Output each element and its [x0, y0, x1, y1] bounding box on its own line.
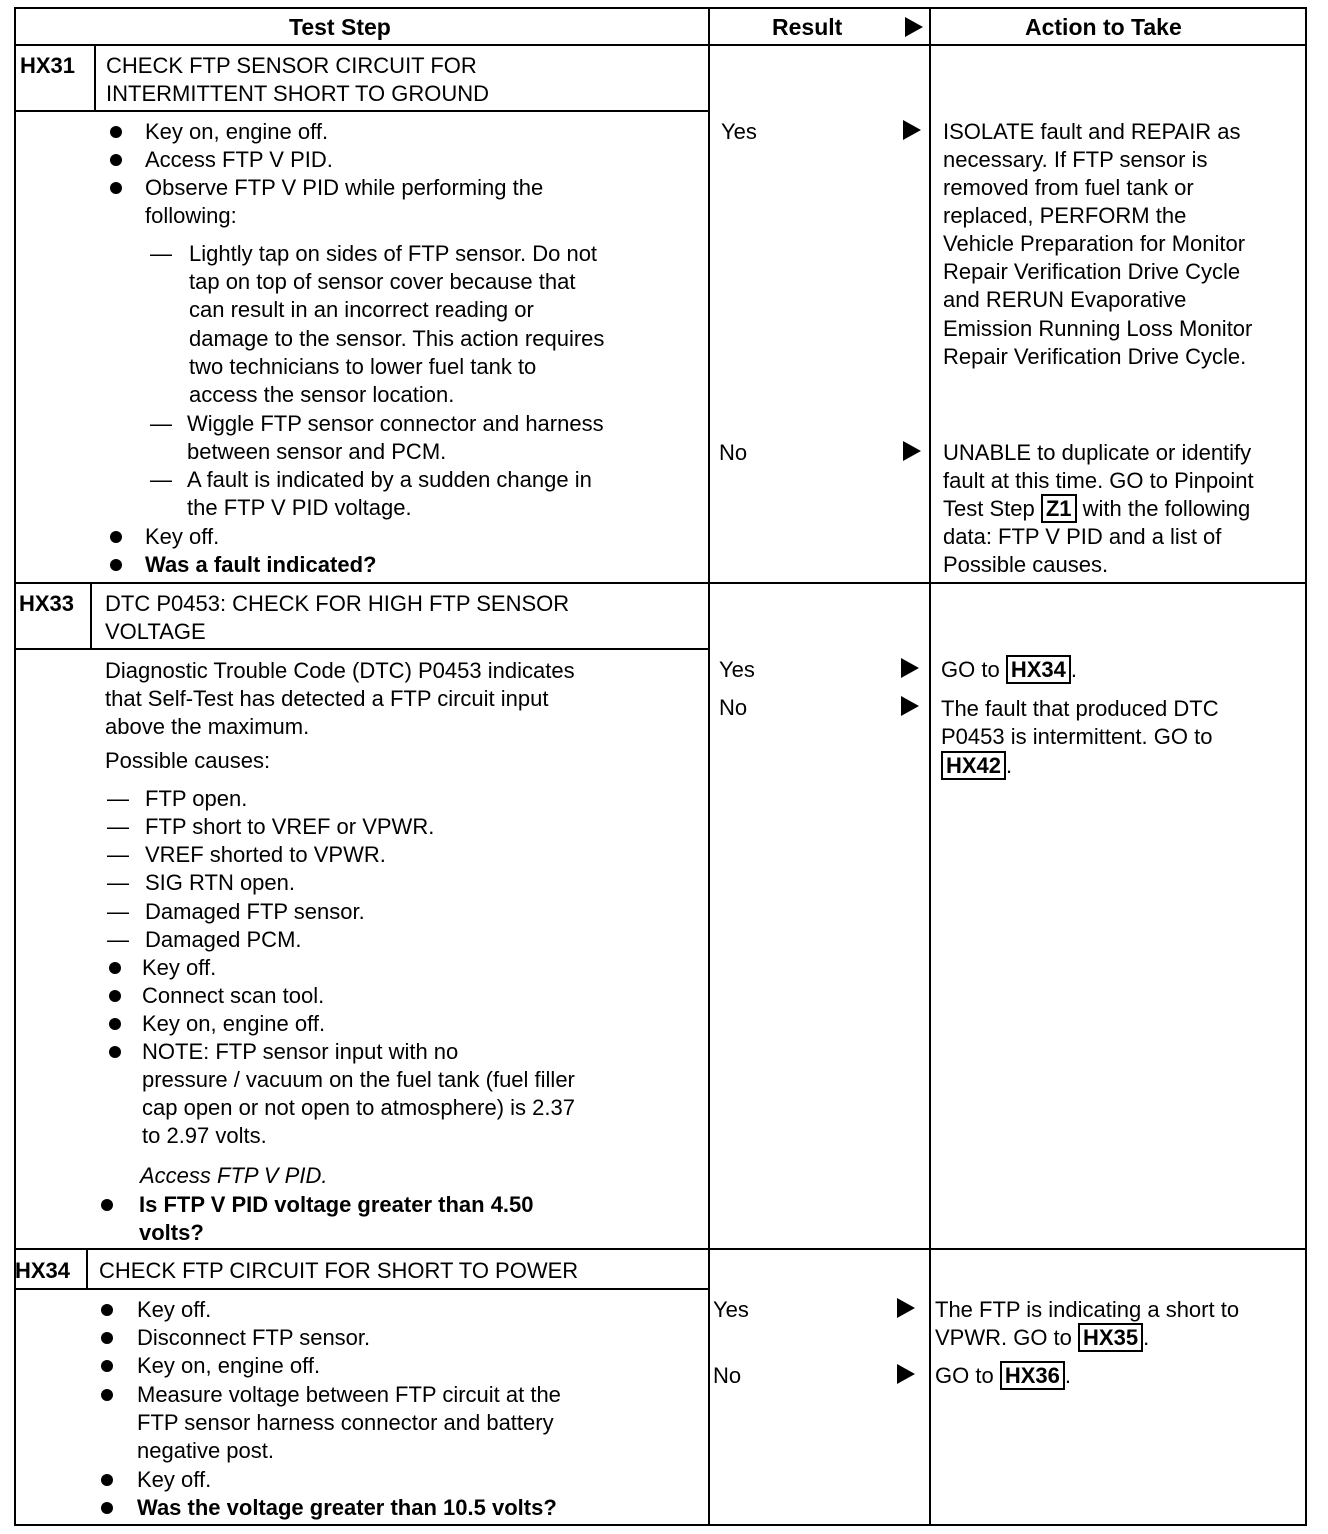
- hx31-substep: A fault is indicated by a sudden change in: [187, 467, 592, 492]
- hx33-title-line2: VOLTAGE: [105, 619, 206, 644]
- hx33-ref-hx42[interactable]: HX42: [941, 751, 1006, 780]
- arrow-right-icon: [901, 696, 919, 716]
- hx33-note: pressure / vacuum on the fuel tank (fuel filler: [142, 1067, 575, 1092]
- hx31-substep: between sensor and PCM.: [187, 439, 447, 464]
- hx34-step: Disconnect FTP sensor.: [137, 1325, 371, 1350]
- section-divider: [14, 582, 1307, 584]
- hx31-title-divider: [14, 110, 710, 112]
- hx33-cause: FTP open.: [145, 786, 248, 811]
- hx34-ref-hx36[interactable]: HX36: [1000, 1361, 1065, 1390]
- hx31-no-action-text: Test Step: [943, 496, 1035, 521]
- hx31-yes-action: Vehicle Preparation for Monitor: [943, 231, 1246, 256]
- hx33-access: Access FTP V PID.: [140, 1163, 328, 1188]
- hx34-measure: negative post.: [137, 1438, 274, 1463]
- hx31-substep: tap on top of sensor cover because that: [189, 269, 576, 294]
- dash-icon: —: [107, 842, 129, 867]
- hx31-yes-action: and RERUN Evaporative: [943, 287, 1187, 312]
- hx31-substep: the FTP V PID voltage.: [187, 495, 412, 520]
- header-action: Action to Take: [1025, 14, 1182, 40]
- hx33-intro: that Self-Test has detected a FTP circuit input: [105, 686, 549, 711]
- hx33-id-divider: [90, 582, 92, 650]
- hx31-no-action: UNABLE to duplicate or identify: [943, 440, 1252, 465]
- hx31-no-action: data: FTP V PID and a list of: [943, 524, 1222, 549]
- hx31-title-line1: CHECK FTP SENSOR CIRCUIT FOR: [106, 53, 477, 78]
- hx33-note: cap open or not open to atmosphere) is 2.37: [142, 1095, 575, 1120]
- dash-icon: —: [150, 467, 172, 492]
- hx31-yes-action: Repair Verification Drive Cycle: [943, 259, 1241, 284]
- bullet-icon: [109, 962, 121, 974]
- hx31-substep: access the sensor location.: [189, 382, 455, 407]
- hx34-step: Key off.: [137, 1297, 212, 1322]
- hx33-step: NOTE: FTP sensor input with no: [142, 1039, 459, 1064]
- hx34-no-action: GO to HX36 .: [935, 1363, 1071, 1388]
- arrow-right-icon: [901, 658, 919, 678]
- hx34-id-divider: [86, 1248, 88, 1290]
- hx33-cause: Damaged PCM.: [145, 927, 302, 952]
- hx31-key-off: Key off.: [145, 524, 220, 549]
- bullet-icon: [109, 1018, 121, 1030]
- hx34-key-off: Key off.: [137, 1467, 212, 1492]
- hx33-no-action: The fault that produced DTC: [941, 696, 1219, 721]
- hx31-no-action-text: with the following: [1082, 496, 1251, 521]
- hx31-yes-action: removed from fuel tank or: [943, 175, 1194, 200]
- hx33-cause: Damaged FTP sensor.: [145, 899, 365, 924]
- hx33-no-label: No: [719, 695, 748, 720]
- hx33-note: to 2.97 volts.: [142, 1123, 267, 1148]
- hx31-ref-z1[interactable]: Z1: [1041, 494, 1077, 523]
- hx34-yes-action-text: VPWR. GO to: [935, 1325, 1072, 1350]
- hx31-yes-action: Repair Verification Drive Cycle.: [943, 344, 1247, 369]
- hx31-step: Observe FTP V PID while performing the: [145, 175, 544, 200]
- hx34-step: Key on, engine off.: [137, 1353, 321, 1378]
- hx31-title-line2: INTERMITTENT SHORT TO GROUND: [106, 81, 489, 106]
- header-divider: [14, 44, 1307, 46]
- hx31-substep: Lightly tap on sides of FTP sensor. Do not: [189, 241, 598, 266]
- hx33-step: Key on, engine off.: [142, 1011, 326, 1036]
- hx33-title-line1: DTC P0453: CHECK FOR HIGH FTP SENSOR: [105, 591, 570, 616]
- header-result: Result: [772, 14, 843, 40]
- hx31-yes-action: necessary. If FTP sensor is: [943, 147, 1208, 172]
- hx33-intro: above the maximum.: [105, 714, 310, 739]
- hx33-causes-label: Possible causes:: [105, 748, 271, 773]
- hx31-question: Was a fault indicated?: [145, 552, 377, 577]
- bullet-icon: [110, 126, 122, 138]
- bullet-icon: [101, 1332, 113, 1344]
- hx33-title-divider: [14, 648, 710, 650]
- hx33-no-action: P0453 is intermittent. GO to: [941, 724, 1213, 749]
- bullet-icon: [110, 182, 122, 194]
- hx33-cause: FTP short to VREF or VPWR.: [145, 814, 435, 839]
- header-test-step: Test Step: [289, 14, 391, 40]
- hx34-ref-hx35[interactable]: HX35: [1078, 1323, 1143, 1352]
- bullet-icon: [101, 1502, 113, 1514]
- hx31-substep: two technicians to lower fuel tank to: [189, 354, 537, 379]
- dash-icon: —: [150, 411, 172, 436]
- hx34-yes-action: The FTP is indicating a short to: [935, 1297, 1240, 1322]
- bullet-icon: [101, 1389, 113, 1401]
- hx33-cause: SIG RTN open.: [145, 870, 295, 895]
- section-divider: [14, 1248, 1307, 1250]
- arrow-right-icon: [903, 120, 921, 140]
- bullet-icon: [101, 1474, 113, 1486]
- hx34-step-id: HX34: [15, 1258, 71, 1283]
- hx31-yes-label: Yes: [721, 119, 757, 144]
- dash-icon: —: [107, 786, 129, 811]
- hx33-step-id: HX33: [19, 591, 75, 616]
- hx34-measure: FTP sensor harness connector and battery: [137, 1410, 554, 1435]
- bullet-icon: [101, 1360, 113, 1372]
- hx31-no-action: [943, 495, 1250, 523]
- dash-icon: —: [107, 870, 129, 895]
- hx33-step: Connect scan tool.: [142, 983, 325, 1008]
- col-divider-action: [929, 7, 931, 1526]
- hx33-yes-label: Yes: [719, 657, 755, 682]
- hx33-question: volts?: [139, 1220, 204, 1245]
- arrow-right-icon: [903, 441, 921, 461]
- bullet-icon: [110, 559, 122, 571]
- hx31-no-label: No: [719, 440, 748, 465]
- bullet-icon: [109, 1046, 121, 1058]
- hx34-step: Measure voltage between FTP circuit at the: [137, 1382, 561, 1407]
- bullet-icon: [101, 1304, 113, 1316]
- hx31-step: following:: [145, 203, 237, 228]
- hx31-yes-action: Emission Running Loss Monitor: [943, 316, 1253, 341]
- hx31-substep: damage to the sensor. This action requires: [189, 326, 605, 351]
- hx34-no-label: No: [713, 1363, 742, 1388]
- dash-icon: —: [107, 814, 129, 839]
- hx34-yes-action: VPWR. GO to HX35 .: [935, 1325, 1150, 1350]
- hx31-step: Access FTP V PID.: [145, 147, 333, 172]
- hx33-yes-action: GO to HX34 .: [941, 657, 1077, 682]
- bullet-icon: [110, 154, 122, 166]
- hx33-step: Key off.: [142, 955, 217, 980]
- hx33-ref-hx34[interactable]: HX34: [1006, 655, 1071, 684]
- bullet-icon: [109, 990, 121, 1002]
- hx33-intro: Diagnostic Trouble Code (DTC) P0453 indicates: [105, 658, 575, 683]
- hx34-no-go: GO to: [935, 1363, 994, 1388]
- hx31-substep: Wiggle FTP sensor connector and harness: [187, 411, 604, 436]
- hx31-no-action: fault at this time. GO to Pinpoint: [943, 468, 1254, 493]
- col-divider-result: [708, 7, 710, 1526]
- arrow-right-icon: [897, 1364, 915, 1384]
- hx33-yes-go: GO to: [941, 657, 1000, 682]
- hx31-yes-action: ISOLATE fault and REPAIR as: [943, 119, 1241, 144]
- hx34-question: Was the voltage greater than 10.5 volts?: [137, 1495, 557, 1520]
- hx31-step-id: HX31: [20, 53, 76, 78]
- bullet-icon: [110, 531, 122, 543]
- arrow-right-icon: [897, 1298, 915, 1318]
- hx34-title: CHECK FTP CIRCUIT FOR SHORT TO POWER: [99, 1258, 579, 1283]
- hx31-substep: can result in an incorrect reading or: [189, 297, 534, 322]
- dash-icon: —: [107, 927, 129, 952]
- bullet-icon: [101, 1199, 113, 1211]
- hx31-yes-action: replaced, PERFORM the: [943, 203, 1187, 228]
- dash-icon: —: [107, 899, 129, 924]
- hx34-title-divider: [14, 1288, 710, 1290]
- hx31-no-action: Possible causes.: [943, 552, 1109, 577]
- hx33-cause: VREF shorted to VPWR.: [145, 842, 386, 867]
- hx34-yes-label: Yes: [713, 1297, 749, 1322]
- hx31-step: Key on, engine off.: [145, 119, 329, 144]
- dash-icon: —: [150, 241, 172, 266]
- hx33-no-action: HX42 .: [941, 752, 1012, 780]
- header-arrow-icon: [905, 17, 923, 37]
- hx33-question: Is FTP V PID voltage greater than 4.50: [139, 1192, 534, 1217]
- hx31-id-divider: [94, 44, 96, 112]
